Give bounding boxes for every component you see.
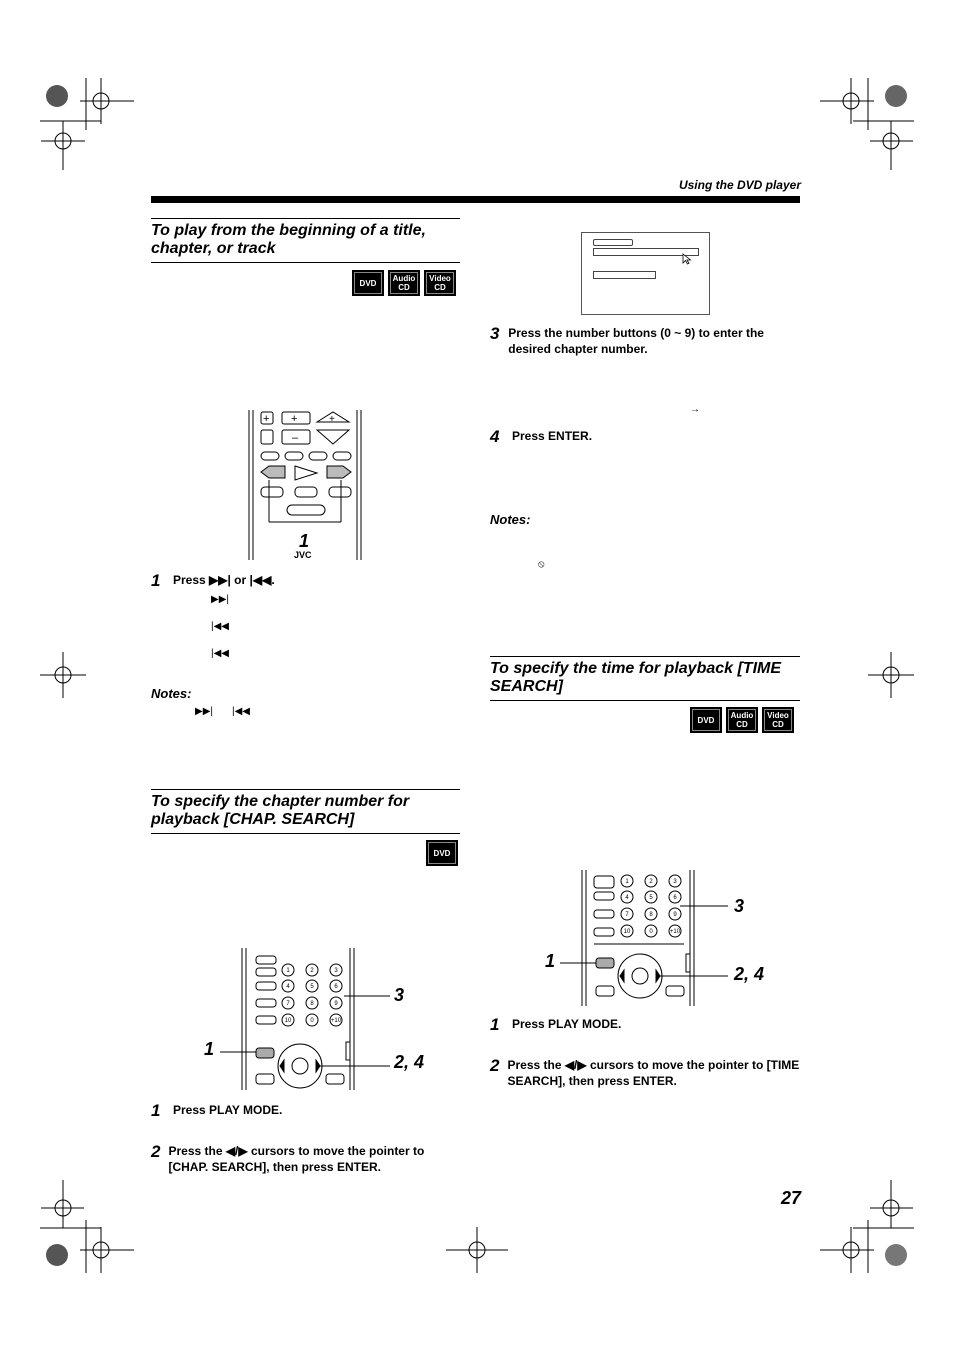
step-number: 1 [490,1015,500,1034]
numpad-key-6: 6 [334,984,338,990]
numpad-key-2: 2 [310,968,314,974]
callout-1-time: 1 [545,951,556,971]
step-number: 3 [490,324,500,343]
prohibited-icon: ⦸ [538,559,545,570]
numpad-key-1: 1 [286,968,290,974]
numpad-key-0: 0 [310,1018,314,1024]
remote-illustration-numpad [240,948,360,1093]
step-number: 2 [490,1056,500,1075]
step-text: Press ENTER. [512,429,593,443]
prev-icon: |◀◀ [211,621,229,632]
prev-icon: |◀◀ [232,706,250,717]
numpad-key-10: 10 [284,1018,292,1024]
numpad-key-5: 5 [649,895,653,901]
callout-3-time: 3 [734,896,745,916]
audio-cd-badge: Audio CD [726,707,758,733]
step-text: Press the ◀/▶ cursors to move the pointer to [TIME SEARCH], then press ENTER. [507,1058,800,1088]
dvd-badge: DVD [426,840,458,866]
numpad-key-10: 10 [623,929,631,935]
step-number: 2 [151,1142,161,1161]
step-text: Press ▶▶| or |◀◀. [173,573,275,587]
numpad-key-6: 6 [673,895,677,901]
numpad-key-7: 7 [286,1001,290,1007]
notes-heading: Notes: [151,686,192,701]
numpad-key-9: 9 [673,912,677,918]
step-3-chap [490,325,800,357]
next-icon: ▶▶| [195,706,213,717]
step-2-time [490,1057,800,1089]
notes-heading: Notes: [490,512,531,527]
svg-text:+: + [329,414,335,425]
step-1-time [490,1016,800,1033]
step-4-chap [490,428,800,445]
numpad-key-0: 0 [649,929,653,935]
callout-1-transport: 1 [299,531,310,551]
remote-brand-logo: JVC [294,550,312,560]
page-number: 27 [780,1188,801,1208]
step-1-chap [151,1102,461,1119]
step-text: Press the number buttons (0 ~ 9) to enter the desired chapter number. [508,326,764,356]
disc-badges-2 [426,840,458,866]
callout-2-4-time: 2, 4 [734,964,765,984]
numpad-key-1: 1 [625,879,629,885]
numpad-key-3: 3 [673,879,677,885]
osd-tab [593,239,633,246]
step-number: 4 [490,427,500,446]
svg-text:–: – [292,432,299,444]
disc-badges-3 [690,707,794,733]
svg-text:+: + [291,413,298,425]
osd-field [593,271,656,279]
video-cd-badge: Video CD [424,270,456,296]
dvd-badge: DVD [352,270,384,296]
prev-icon: |◀◀ [211,648,229,659]
callout-2-4-chap: 2, 4 [394,1052,425,1072]
section-title-time-search: To specify the time for playback [TIME SEARCH] [490,656,800,701]
numpad-key-5: 5 [310,984,314,990]
svg-text:+: + [263,413,270,425]
video-cd-badge: Video CD [762,707,794,733]
numpad-key-8: 8 [649,912,653,918]
on-screen-display-illustration [581,232,710,315]
dvd-badge: DVD [690,707,722,733]
numpad-key-2: 2 [649,879,653,885]
next-icon: ▶▶| [211,594,229,605]
pointer-icon [682,253,692,265]
running-header: Using the DVD player [678,178,801,192]
numpad-key-9: 9 [334,1001,338,1007]
numpad-key-8: 8 [310,1001,314,1007]
header-rule [151,196,800,203]
step-2-chap [151,1143,461,1175]
numpad-key-plus10: +10 [669,929,681,935]
disc-badges-1 [352,270,456,296]
arrow-right-icon: → [690,404,700,415]
step-number: 1 [151,1101,161,1120]
remote-illustration-numpad-time [580,870,700,1010]
numpad-key-4: 4 [286,984,290,990]
numpad-key-3: 3 [334,968,338,974]
callout-3-chap: 3 [394,985,405,1005]
callout-1-chap: 1 [204,1039,215,1059]
section-title-chap-search: To specify the chapter number for playback [CHAP. SEARCH] [151,789,460,834]
audio-cd-badge: Audio CD [388,270,420,296]
step-number: 1 [151,571,161,590]
step-text: Press the ◀/▶ cursors to move the pointer to [CHAP. SEARCH], then press ENTER. [168,1144,425,1174]
numpad-key-plus10: +10 [330,1018,342,1024]
step-text: Press PLAY MODE. [173,1103,283,1117]
step-1-skip [151,572,461,589]
numpad-key-7: 7 [625,912,629,918]
step-text: Press PLAY MODE. [512,1017,622,1031]
numpad-key-4: 4 [625,895,629,901]
section-title-beginning: To play from the beginning of a title, chapter, or track [151,218,460,263]
